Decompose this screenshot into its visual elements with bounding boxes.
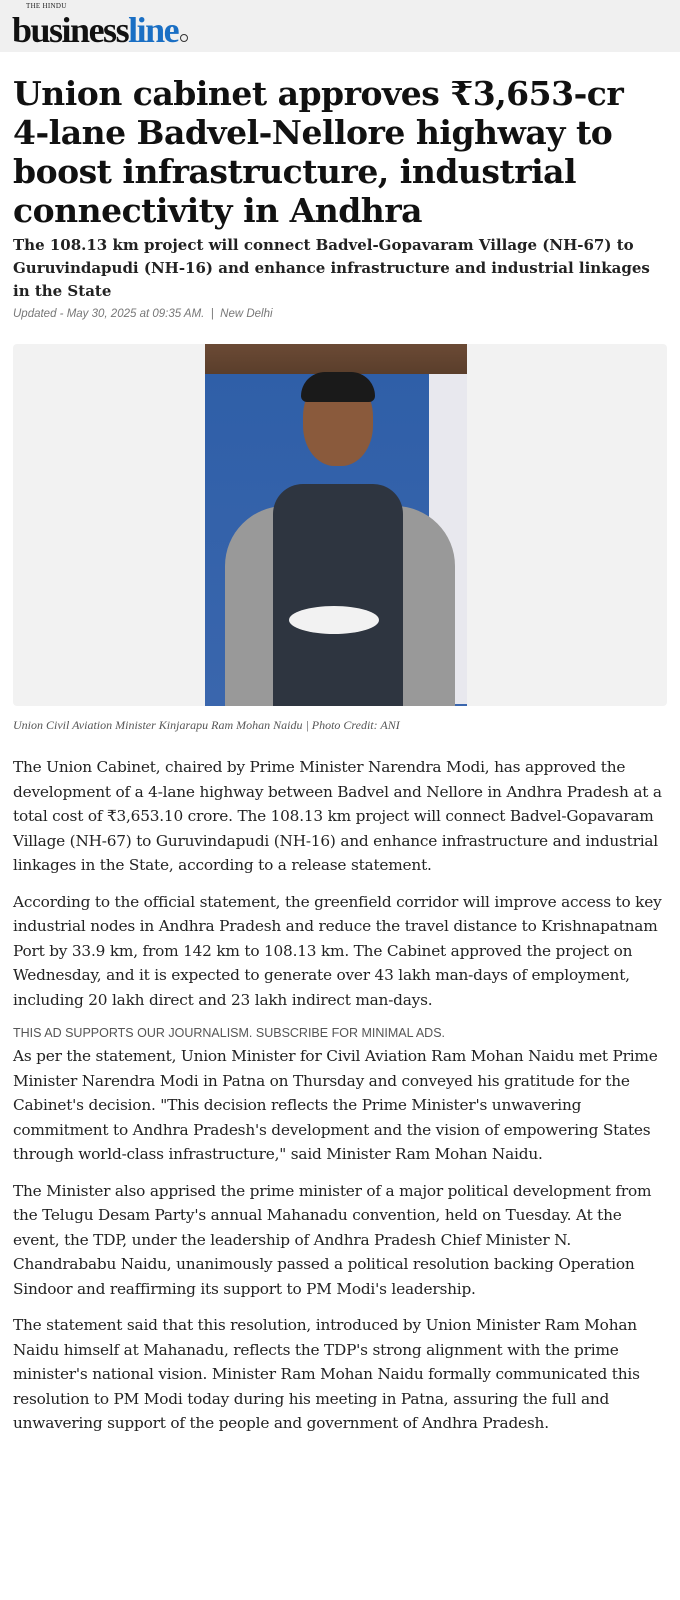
paragraph: The Minister also apprised the prime minister of a major political development from the Telugu Desam Party's annual Mahanadu convention, held on Tuesday. At the event, the TDP, under the leadership of Andhra Pradesh Chief Minister N. Chandrababu Naidu, unanimously passed a political resolution backing Operation Sindoor and reaffirming its support to PM Modi's leadership. [13,1181,652,1298]
logo-dot-icon [180,34,188,42]
logo-accent: line [128,10,179,50]
helicopter-model [289,606,379,634]
article-image[interactable] [13,344,667,706]
paragraph: The statement said that this resolution, introduced by Union Minister Ram Mohan Naidu himself at Mahanadu, reflects the TDP's strong alignment with the prime minister's national vision. Minister Ram Mohan Naidu formally communicated this resolution to PM Modi today during his meeting in Patna, assuring the full and unwavering support of the people and government of Andhra Pradesh. [13,1316,640,1432]
paragraph: As per the statement, Union Minister for Civil Aviation Ram Mohan Naidu met Prime Minister Narendra Modi in Patna on Thursday and conveyed his gratitude for the Cabinet's decision. "This decision reflects the Prime Minister's unwavering commitment to Andhra Pradesh's development and the vision of empowering States through world-class infrastructure," said Minister Ram Mohan Naidu. [13,1047,658,1163]
site-header [0,0,680,52]
businessline-logo[interactable] [12,2,188,49]
article-body [13,755,667,1436]
article-meta: Updated - May 30, 2025 at 09:35 AM. | New Delhi [13,308,273,320]
paragraph: According to the official statement, the greenfield corridor will improve access to key industrial nodes in Andhra Pradesh and reduce the travel distance to Krishnapatnam Port by 33.9 km, from 142 km to 108.13 km. The Cabinet approved the project on Wednesday, and it is expected to generate over 43 lakh man-days of employment, including 20 lakh direct and 23 lakh indirect man-days. [13,892,662,1009]
article [0,74,680,1436]
logo-hindu-text: THE HINDU [26,2,67,10]
ad-notice[interactable]: THIS AD SUPPORTS OUR JOURNALISM. SUBSCRIBE FOR MINIMAL ADS. [13,1026,446,1040]
paragraph: The Union Cabinet, chaired by Prime Minister Narendra Modi, has approved the development of a 4-lane highway between Badvel and Nellore in Andhra Pradesh at a total cost of ₹3,653.10 crore. The 108.13 km project will connect Badvel-Gopavaram Village (NH-67) to Guruvindapudi (NH-16) and enhance infrastructure and industrial linkages in the State, according to a release statement. [13,758,662,874]
minister-photo [205,344,467,706]
logo-main: business [12,10,129,50]
article-title: Union cabinet approves ₹3,653-cr 4-lane Badvel-Nellore highway to boost infrastructure, industrial connectivity in Andhra [13,74,624,230]
image-caption: Union Civil Aviation Minister Kinjarapu Ram Mohan Naidu | Photo Credit: ANI [13,718,400,732]
dateline: New Delhi [220,308,273,320]
updated-time: Updated - May 30, 2025 at 09:35 AM. [13,308,205,320]
article-subtitle: The 108.13 km project will connect Badvel-Gopavaram Village (NH-67) to Guruvindapudi (NH-16) and enhance infrastructure and industrial linkages in the State [13,236,650,300]
